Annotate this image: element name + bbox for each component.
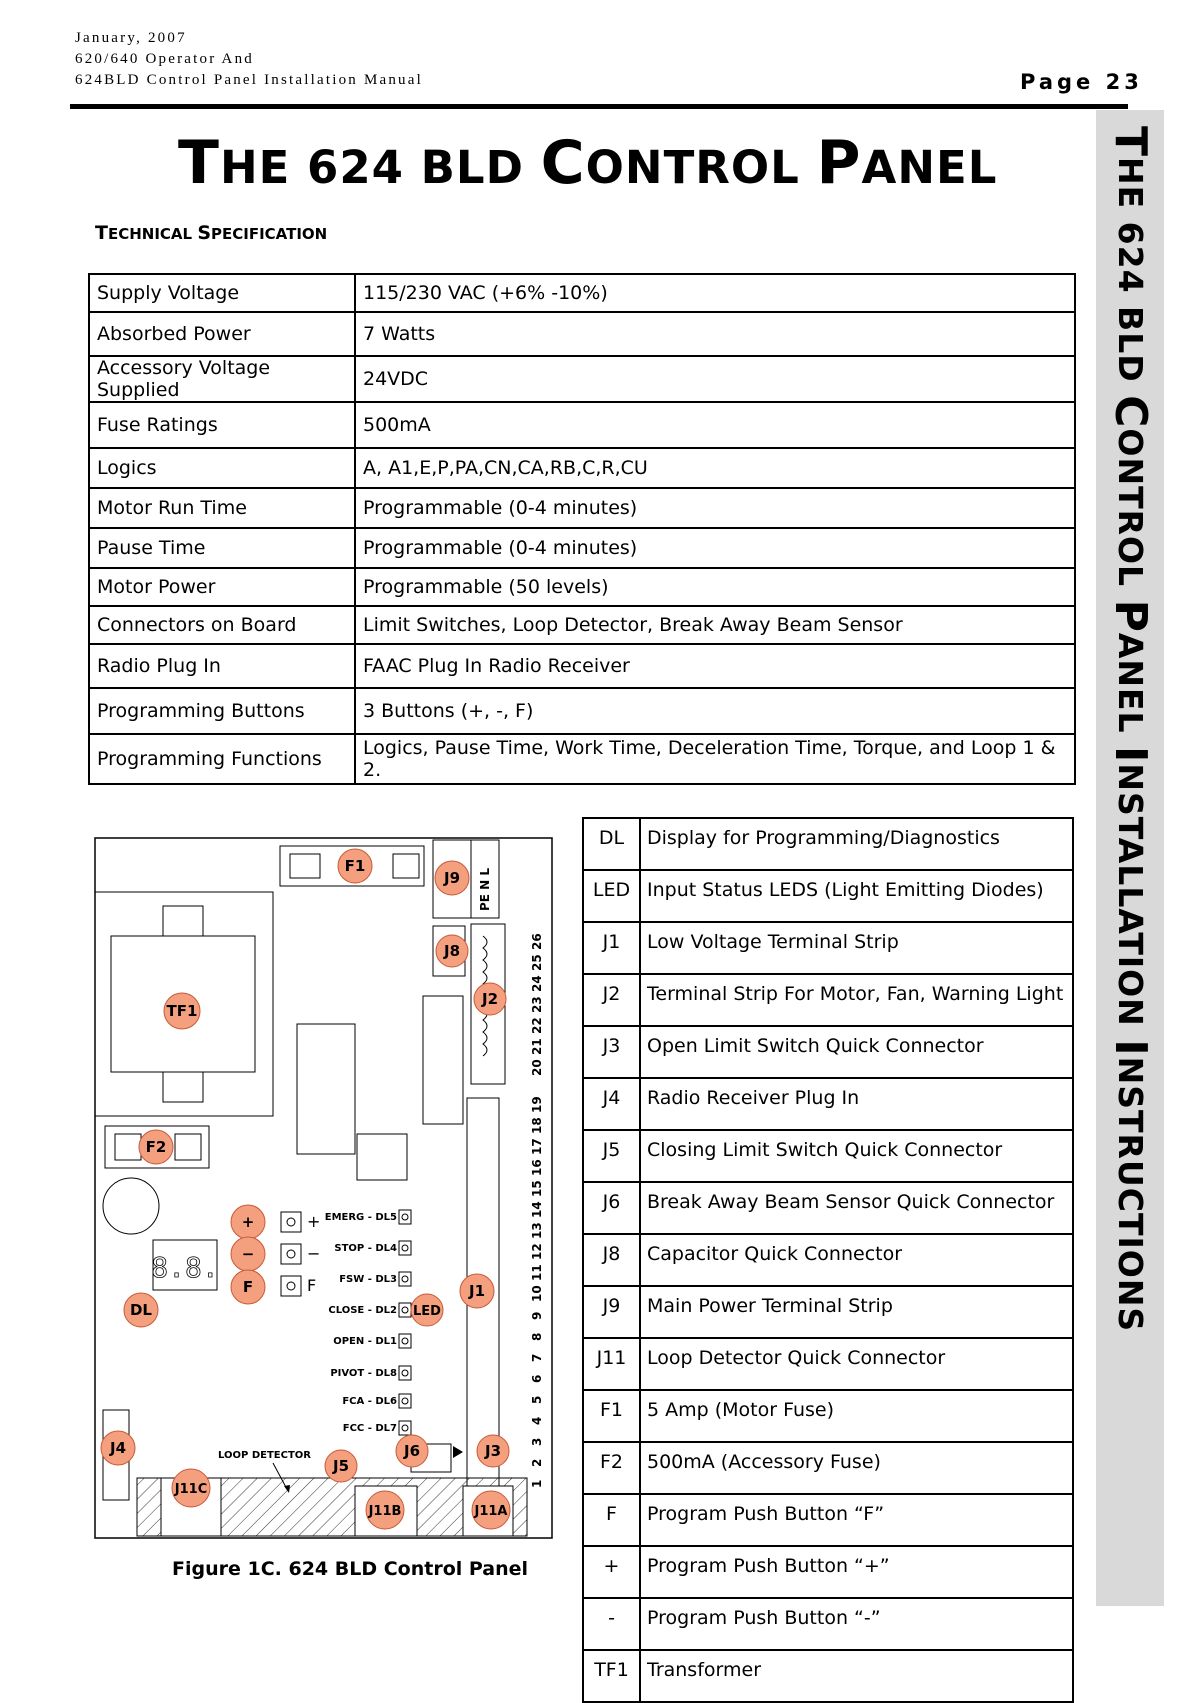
subtitle-part: S — [197, 222, 211, 244]
j2-number: 20 — [530, 1059, 544, 1076]
led-label: CLOSE - DL2 — [328, 1305, 397, 1316]
legend-code: J5 — [583, 1130, 640, 1182]
label-j8: J8 — [443, 942, 461, 960]
subtitle-part: ECHNICAL — [107, 225, 198, 243]
spec-value: 115/230 VAC (+6% -10%) — [355, 274, 1075, 312]
spec-row — [89, 644, 1075, 688]
legend-code: J2 — [583, 974, 640, 1026]
legend-code: - — [583, 1598, 640, 1650]
legend-desc: Transformer — [640, 1650, 1073, 1702]
label-j11b: J11B — [368, 1504, 402, 1519]
header-manual: 624BLD Control Panel Installation Manual — [75, 72, 423, 88]
legend-code: J4 — [583, 1078, 640, 1130]
legend-code: TF1 — [583, 1650, 640, 1702]
legend-desc: Capacitor Quick Connector — [640, 1234, 1073, 1286]
spec-label: Pause Time — [89, 528, 355, 568]
side-part: I — [1105, 746, 1156, 764]
spec-value: Programmable (0-4 minutes) — [355, 528, 1075, 568]
control-panel-diagram — [93, 836, 554, 1542]
title-part: ANEL — [861, 141, 998, 194]
subtitle-part: T — [95, 222, 108, 244]
legend-code: J11 — [583, 1338, 640, 1390]
legend-desc: Radio Receiver Plug In — [640, 1078, 1073, 1130]
legend-row — [583, 922, 1073, 974]
label-j1: J1 — [468, 1282, 486, 1300]
side-part: NSTALLATION — [1111, 763, 1150, 1040]
j1-number: 13 — [530, 1222, 544, 1239]
legend-row — [583, 1234, 1073, 1286]
spec-label: Connectors on Board — [89, 606, 355, 644]
spec-label: Motor Run Time — [89, 488, 355, 528]
spec-row — [89, 606, 1075, 644]
j1-number: 15 — [530, 1180, 544, 1197]
legend-row — [583, 1130, 1073, 1182]
legend-row — [583, 1650, 1073, 1702]
legend-code: F2 — [583, 1442, 640, 1494]
label-j2: J2 — [481, 990, 499, 1008]
j1-number: 14 — [530, 1201, 544, 1218]
display-digits: 8.8. — [151, 1251, 219, 1284]
legend-row — [583, 1494, 1073, 1546]
led-label: EMERG - DL5 — [324, 1212, 397, 1223]
running-header — [75, 28, 423, 91]
j1-number: 1 — [530, 1479, 544, 1488]
spec-row — [89, 274, 1075, 312]
legend-code: J1 — [583, 922, 640, 974]
mark-f: F — [307, 1276, 317, 1295]
led-label: FSW - DL3 — [339, 1274, 397, 1285]
header-product: 620/640 Operator And — [75, 51, 254, 67]
legend-desc: Open Limit Switch Quick Connector — [640, 1026, 1073, 1078]
legend-desc: Closing Limit Switch Quick Connector — [640, 1130, 1073, 1182]
label-minus: − — [241, 1245, 255, 1263]
side-part: ONTROL — [1111, 428, 1150, 600]
side-banner-title — [1102, 126, 1158, 1332]
spec-label: Programming Functions — [89, 734, 355, 784]
title-part: P — [816, 128, 862, 198]
legend-row — [583, 1182, 1073, 1234]
spec-value: 24VDC — [355, 356, 1075, 402]
spec-row — [89, 734, 1075, 784]
side-part: ANEL — [1111, 632, 1150, 747]
legend-desc: Low Voltage Terminal Strip — [640, 922, 1073, 974]
board-outline — [95, 838, 552, 1538]
legend-desc: Program Push Button “F” — [640, 1494, 1073, 1546]
side-part: NSTRUCTIONS — [1111, 1056, 1150, 1333]
j2-number: 24 — [530, 975, 544, 992]
j2-terminal-numbers — [530, 933, 544, 1076]
j1-number: 11 — [530, 1264, 544, 1281]
spec-table — [88, 273, 1076, 785]
legend-row — [583, 1442, 1073, 1494]
header-date: January, 2007 — [75, 30, 187, 46]
spec-value: Programmable (0-4 minutes) — [355, 488, 1075, 528]
label-j11a: J11A — [474, 1504, 508, 1519]
legend-desc: Terminal Strip For Motor, Fan, Warning Light — [640, 974, 1073, 1026]
j1-number: 8 — [530, 1332, 544, 1341]
legend-desc: Program Push Button “+” — [640, 1546, 1073, 1598]
led-label: PIVOT - DL8 — [330, 1368, 397, 1379]
label-j9: J9 — [443, 869, 461, 887]
spec-value: Logics, Pause Time, Work Time, Deceleration Time, Torque, and Loop 1 & 2. — [355, 734, 1075, 784]
legend-code: J8 — [583, 1234, 640, 1286]
j2-number: 21 — [530, 1038, 544, 1055]
j1-number: 4 — [530, 1416, 544, 1425]
legend-code: LED — [583, 870, 640, 922]
j2-number: 23 — [530, 996, 544, 1013]
j1-number: 10 — [530, 1285, 544, 1302]
side-part: T — [1105, 126, 1156, 158]
spec-row — [89, 568, 1075, 606]
spec-value: 7 Watts — [355, 312, 1075, 356]
legend-code: J9 — [583, 1286, 640, 1338]
spec-label: Programming Buttons — [89, 688, 355, 734]
j1-number: 18 — [530, 1117, 544, 1134]
title-part: T — [178, 128, 220, 198]
label-plus: + — [241, 1213, 255, 1231]
spec-row — [89, 312, 1075, 356]
spec-row — [89, 402, 1075, 448]
spec-label: Fuse Ratings — [89, 402, 355, 448]
mark-plus: + — [307, 1212, 321, 1231]
led-label: FCA - DL6 — [342, 1396, 397, 1407]
title-part: HE 624 BLD — [219, 141, 541, 194]
label-led: LED — [413, 1304, 441, 1319]
spec-label: Absorbed Power — [89, 312, 355, 356]
j2-number: 22 — [530, 1017, 544, 1034]
label-j3: J3 — [484, 1442, 502, 1460]
legend-desc: Main Power Terminal Strip — [640, 1286, 1073, 1338]
page-number: Page 23 — [1020, 70, 1143, 94]
legend-row — [583, 1338, 1073, 1390]
j1-number: 16 — [530, 1159, 544, 1176]
spec-row — [89, 356, 1075, 402]
label-j11c: J11C — [174, 1482, 208, 1497]
j1-number: 5 — [530, 1395, 544, 1404]
label-j6: J6 — [403, 1442, 421, 1460]
spec-row — [89, 528, 1075, 568]
spec-value: 500mA — [355, 402, 1075, 448]
section-heading — [95, 222, 327, 244]
j1-number: 17 — [530, 1138, 544, 1155]
legend-table — [582, 817, 1074, 1703]
legend-row — [583, 1390, 1073, 1442]
spec-value: A, A1,E,P,PA,CN,CA,RB,C,R,CU — [355, 448, 1075, 488]
legend-code: J3 — [583, 1026, 640, 1078]
side-part: I — [1105, 1039, 1156, 1057]
legend-code: + — [583, 1546, 640, 1598]
spec-label: Accessory Voltage Supplied — [89, 356, 355, 402]
subtitle-part: PECIFICATION — [211, 225, 328, 243]
legend-desc: 5 Amp (Motor Fuse) — [640, 1390, 1073, 1442]
legend-row — [583, 1026, 1073, 1078]
legend-code: J6 — [583, 1182, 640, 1234]
label-f: F — [242, 1278, 254, 1296]
j1-number: 9 — [530, 1311, 544, 1320]
legend-row — [583, 1286, 1073, 1338]
spec-value: 3 Buttons (+, -, F) — [355, 688, 1075, 734]
spec-row — [89, 688, 1075, 734]
led-label: FCC - DL7 — [342, 1423, 397, 1434]
legend-code: DL — [583, 818, 640, 870]
legend-desc: Display for Programming/Diagnostics — [640, 818, 1073, 870]
legend-desc: Break Away Beam Sensor Quick Connector — [640, 1182, 1073, 1234]
spec-row — [89, 448, 1075, 488]
label-f1: F1 — [344, 857, 366, 875]
label-j4: J4 — [109, 1439, 127, 1457]
legend-row — [583, 1598, 1073, 1650]
page-title — [178, 128, 997, 198]
mark-minus: − — [307, 1244, 321, 1263]
j1-number: 12 — [530, 1243, 544, 1260]
spec-value: FAAC Plug In Radio Receiver — [355, 644, 1075, 688]
label-dl: DL — [129, 1301, 153, 1319]
j1-number: 6 — [530, 1374, 544, 1383]
j1-number: 3 — [530, 1437, 544, 1446]
side-part: C — [1105, 395, 1156, 429]
side-part: HE 624 BLD — [1111, 157, 1150, 396]
title-part: ONTROL — [585, 141, 817, 194]
led-label: STOP - DL4 — [334, 1243, 397, 1254]
j1-number: 7 — [530, 1353, 544, 1362]
side-part: P — [1105, 599, 1156, 633]
power-terminal-labels: PE N L — [478, 867, 492, 911]
spec-value: Limit Switches, Loop Detector, Break Away Beam Sensor — [355, 606, 1075, 644]
spec-value: Programmable (50 levels) — [355, 568, 1075, 606]
legend-code: F1 — [583, 1390, 640, 1442]
legend-desc: 500mA (Accessory Fuse) — [640, 1442, 1073, 1494]
j1-number: 19 — [530, 1096, 544, 1113]
legend-row — [583, 1546, 1073, 1598]
legend-code: F — [583, 1494, 640, 1546]
spec-label: Motor Power — [89, 568, 355, 606]
label-tf1: TF1 — [166, 1002, 198, 1020]
legend-row — [583, 818, 1073, 870]
spec-label: Supply Voltage — [89, 274, 355, 312]
figure-caption: Figure 1C. 624 BLD Control Panel — [172, 1558, 529, 1580]
spec-label: Radio Plug In — [89, 644, 355, 688]
j1-number: 2 — [530, 1458, 544, 1467]
j2-number: 25 — [530, 954, 544, 971]
title-part: C — [540, 128, 586, 198]
led-label: OPEN - DL1 — [333, 1336, 397, 1347]
legend-row — [583, 974, 1073, 1026]
header-rule — [70, 104, 1128, 109]
spec-row — [89, 488, 1075, 528]
j2-number: 26 — [530, 933, 544, 950]
label-f2: F2 — [145, 1138, 167, 1156]
loop-detector-label: LOOP DETECTOR — [218, 1450, 311, 1461]
legend-desc: Loop Detector Quick Connector — [640, 1338, 1073, 1390]
legend-desc: Input Status LEDS (Light Emitting Diodes) — [640, 870, 1073, 922]
legend-desc: Program Push Button “-” — [640, 1598, 1073, 1650]
legend-row — [583, 870, 1073, 922]
legend-row — [583, 1078, 1073, 1130]
spec-label: Logics — [89, 448, 355, 488]
label-j5: J5 — [332, 1457, 350, 1475]
